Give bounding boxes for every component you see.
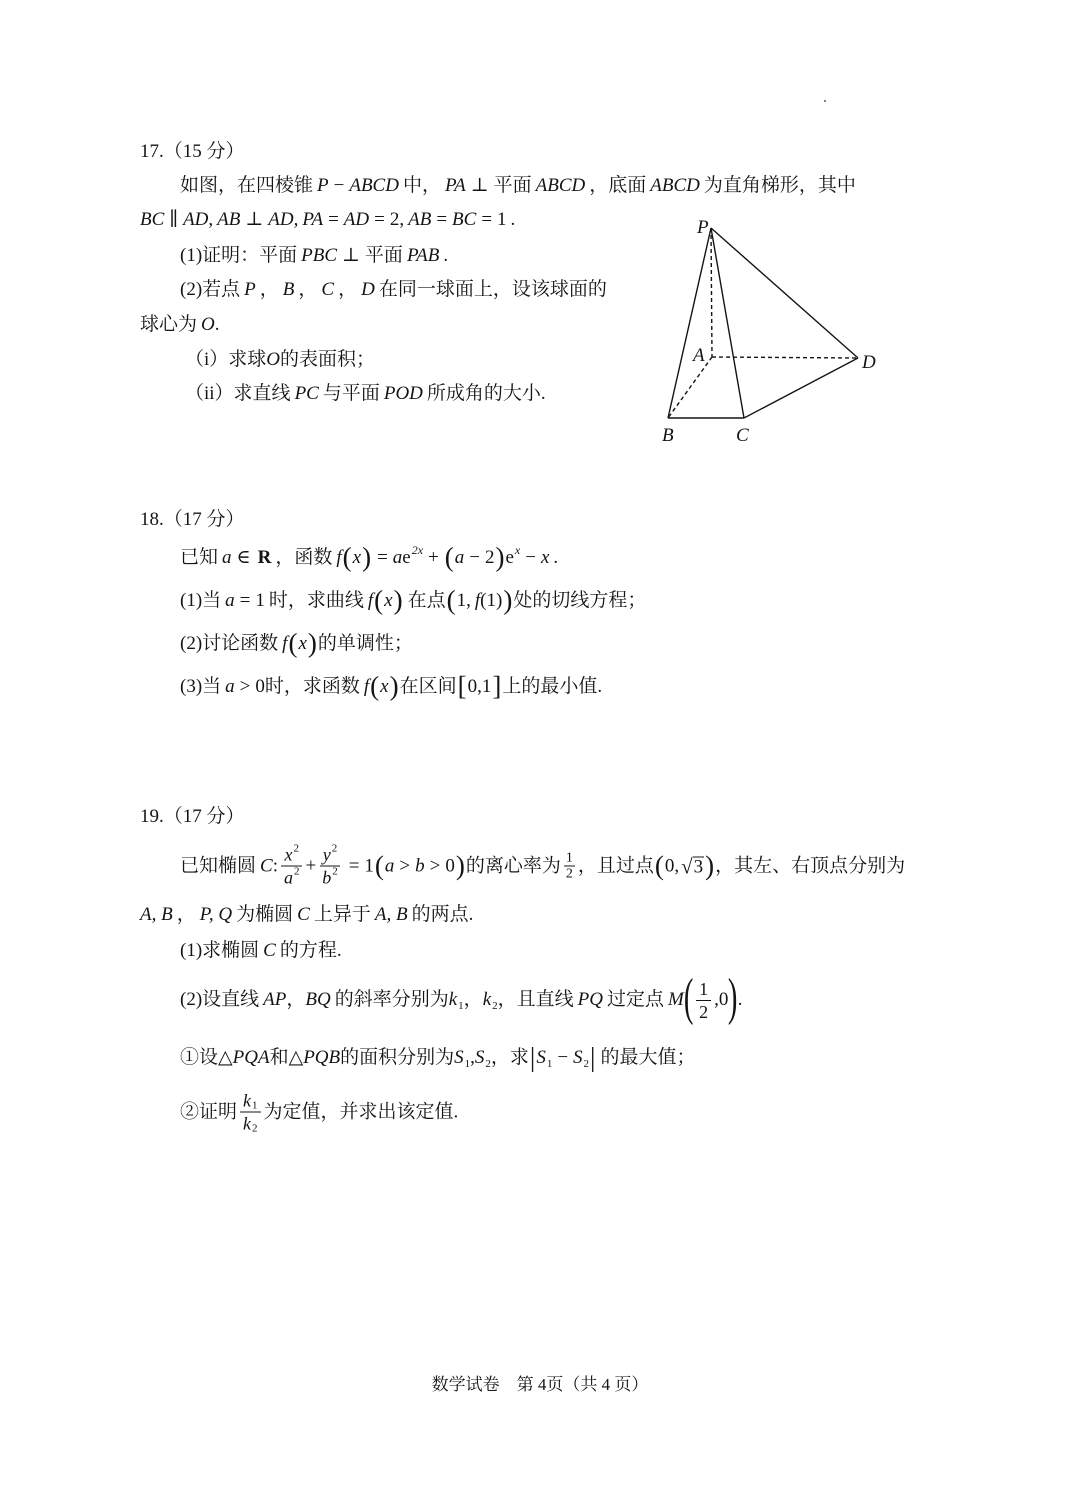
subscript: 1	[546, 1057, 553, 1070]
number: 1	[255, 590, 265, 611]
fraction-k1-over-k2	[240, 1090, 261, 1135]
math-variable: y	[322, 844, 331, 865]
text-run: 的表面积；	[280, 349, 376, 370]
numerator	[281, 844, 302, 867]
math-operator: =	[377, 547, 388, 568]
q17-part-1	[180, 244, 448, 268]
subscript: 1	[458, 999, 464, 1012]
math-constant: e	[402, 547, 411, 568]
text-run: (1)当	[180, 590, 222, 611]
math-variable: AB	[408, 209, 432, 230]
math-variable: a	[283, 867, 293, 888]
math-variable: S	[573, 1047, 583, 1068]
math-variable: a	[392, 547, 403, 568]
denominator: 2	[565, 866, 573, 882]
exponent: 2	[293, 842, 299, 855]
math-operator: =	[348, 855, 360, 876]
math-variable: PQ	[577, 989, 603, 1010]
fraction-y2-over-b2	[319, 844, 341, 889]
text-run: 的最大值；	[600, 1047, 696, 1068]
math-variable: PQA	[232, 1047, 270, 1068]
edge-pc	[711, 228, 744, 418]
text-run: ，	[176, 904, 196, 925]
q18-stem	[180, 544, 558, 572]
tall-paren: (	[683, 969, 694, 1026]
text-run: 1	[497, 209, 507, 230]
page-footer: 数学试卷 第 4页（共 4 页）	[431, 1375, 649, 1394]
math-variable: BC	[452, 209, 477, 230]
subscript: 2	[492, 999, 498, 1012]
text-run: ②证明	[180, 1101, 238, 1122]
number: 0,1	[467, 676, 492, 697]
text-run: 为直角梯形，其中	[703, 175, 856, 196]
text-run: 过定点	[606, 989, 664, 1010]
paren: )	[362, 542, 372, 572]
math-operator: −	[469, 547, 480, 568]
math-operator: −	[557, 1047, 569, 1068]
math-variable: AD	[343, 209, 370, 230]
math-operator: ⊥	[470, 175, 489, 196]
paren: )	[455, 850, 465, 880]
q17-stem-line-1	[180, 174, 856, 198]
math-operator: ⊥	[245, 209, 264, 230]
math-variable: a	[225, 676, 235, 697]
q17-stem-line-2	[140, 208, 515, 232]
math-variable: x	[352, 547, 362, 568]
math-variable: AB	[217, 209, 241, 230]
q17-part-2-cont	[140, 313, 220, 337]
q19-part-2-sub-1	[180, 1044, 695, 1072]
text-run: 为椭圆	[236, 904, 294, 925]
math-variable: ABCD	[535, 175, 586, 196]
text-run: 在区间	[399, 676, 457, 697]
text-run: .	[510, 209, 516, 230]
math-variable: C	[297, 904, 310, 925]
math-variable: S	[474, 1047, 485, 1068]
q18-part-1	[180, 587, 646, 615]
math-variable: S	[536, 1047, 546, 1068]
math-variable: PQB	[303, 1047, 341, 1068]
q17-part-2-i	[185, 348, 375, 372]
subscript: 2	[252, 1122, 258, 1134]
math-operator: =	[328, 209, 339, 230]
radicand: 3	[693, 856, 704, 877]
text-run: .	[737, 989, 743, 1010]
number: 0	[445, 855, 455, 876]
q17-part-2-ii	[185, 382, 546, 406]
math-variable: AD	[183, 209, 209, 230]
q19-part-2-sub-2	[180, 1090, 458, 1135]
text-run: (2)讨论函数	[180, 633, 279, 654]
paren: (	[374, 850, 384, 880]
text-run: ,	[293, 209, 299, 230]
exponent: x	[514, 543, 521, 557]
text-run: 已知	[180, 547, 219, 568]
text-run: 已知椭圆	[180, 855, 257, 876]
number: ,0	[714, 989, 729, 1010]
text-run: ，求	[490, 1047, 529, 1068]
math-operator: >	[399, 855, 411, 876]
numerator: 1	[565, 850, 573, 866]
math-variable: f	[367, 590, 374, 611]
math-variable: PAB	[406, 245, 440, 266]
scan-dot	[824, 100, 826, 102]
pyramid-figure	[650, 210, 890, 450]
math-variable: A, B	[140, 904, 173, 925]
number: 0,	[664, 855, 680, 876]
vertex-label-p: P	[697, 217, 709, 238]
math-variable: PC	[294, 383, 319, 404]
math-operator: =	[239, 590, 251, 611]
bracket: [	[457, 671, 467, 701]
q17-part-2	[180, 278, 607, 302]
math-variable: k	[243, 1113, 252, 1134]
paren: (	[370, 671, 380, 701]
text-run: ，函数	[275, 547, 333, 568]
paren: (	[654, 850, 664, 880]
text-run: .	[214, 314, 220, 335]
fraction-x2-over-a2	[281, 844, 303, 889]
math-operator: −	[333, 175, 345, 196]
question-18-header: 18.（17 分）	[140, 509, 245, 530]
paren: )	[307, 628, 317, 658]
text-run: （ii）求直线	[185, 383, 291, 404]
math-variable: C	[260, 855, 273, 876]
exponent: 2x	[411, 543, 424, 557]
text-run: 在同一球面上，设该球面的	[378, 279, 607, 300]
math-variable: x	[284, 844, 293, 865]
fraction-one-half	[696, 978, 711, 1023]
text-run: ，	[259, 279, 279, 300]
math-operator: >	[429, 855, 441, 876]
text-run: 所成角的大小.	[426, 383, 546, 404]
text-run: 球心为	[140, 314, 198, 335]
text-run: (1)求椭圆	[180, 940, 260, 961]
math-variable: a	[384, 855, 395, 876]
number: 1,	[456, 590, 471, 611]
math-variable: POD	[383, 383, 423, 404]
text-run: 如图，在四棱锥	[180, 175, 314, 196]
paren: )	[503, 585, 513, 615]
text-run: 的两点.	[411, 904, 474, 925]
math-variable: f	[363, 676, 370, 697]
math-variable: a	[454, 547, 465, 568]
math-variable: k	[243, 1090, 252, 1111]
math-operator: −	[525, 547, 536, 568]
denominator	[240, 1113, 261, 1135]
math-variable: PBC	[301, 245, 338, 266]
text-run: ，	[338, 279, 358, 300]
math-variable: f	[474, 590, 481, 611]
text-run: (2)若点	[180, 279, 241, 300]
math-variable: O	[266, 349, 281, 370]
question-19-header: 19.（17 分）	[140, 806, 245, 827]
math-variable: ABCD	[349, 175, 399, 196]
paren: )	[389, 671, 399, 701]
text-run: ，	[298, 279, 318, 300]
subscript: 2	[485, 1057, 491, 1070]
text-run: 平面	[493, 175, 532, 196]
text-run: .	[443, 245, 449, 266]
math-variable: x	[380, 676, 389, 697]
q19-stem-line-1	[180, 844, 905, 889]
text-run: ，且直线	[497, 989, 574, 1010]
math-variable: k	[482, 989, 492, 1010]
math-variable: f	[282, 633, 288, 654]
math-variable: x	[540, 547, 550, 568]
paren: (	[342, 542, 352, 572]
text-run: (2)设直线	[180, 989, 260, 1010]
text-run: 上的最小值.	[502, 676, 603, 697]
text-run: 处的切线方程；	[513, 590, 647, 611]
number: 2	[484, 547, 495, 568]
paren: )	[495, 542, 505, 572]
math-constant: e	[505, 547, 514, 568]
text-run: ，	[286, 989, 306, 1010]
real-numbers-symbol: R	[257, 547, 272, 568]
text-run: 中，	[402, 175, 441, 196]
tall-paren: )	[728, 969, 738, 1026]
text-run: （i）求球	[185, 349, 267, 370]
math-variable: b	[415, 855, 425, 876]
math-variable: D	[361, 279, 375, 300]
hidden-edge-pa	[711, 228, 712, 357]
exponent: 2	[332, 865, 338, 878]
math-operator: >	[239, 676, 251, 697]
text-run: ,	[208, 209, 214, 230]
number: 0	[255, 676, 265, 697]
math-variable: S	[454, 1047, 464, 1068]
text-run: ,	[470, 1047, 475, 1068]
q19-part-2	[180, 969, 743, 1028]
paren: )	[705, 850, 715, 880]
edge-pb	[668, 228, 711, 418]
question-17-header: 17.（15 分）	[140, 141, 245, 162]
math-variable: a	[222, 547, 232, 568]
abs-bar: |	[590, 1042, 596, 1072]
numerator: 1	[696, 978, 711, 1001]
subscript: 1	[252, 1099, 258, 1111]
text-run: 时，求曲线	[268, 590, 364, 611]
text-run: 平面	[364, 245, 403, 266]
math-variable: C	[263, 940, 276, 961]
math-variable: f	[336, 547, 342, 568]
q18-part-2	[180, 630, 413, 658]
math-operator: ∈	[236, 547, 251, 568]
exponent: 2	[331, 842, 338, 855]
vertex-label-a: A	[693, 345, 705, 366]
text-run: (3)当	[180, 676, 222, 697]
text-run: (1)	[480, 590, 503, 611]
math-operator: +	[305, 855, 317, 876]
denominator: 2	[699, 1001, 709, 1022]
math-variable: BC	[140, 209, 165, 230]
math-variable: BQ	[305, 989, 331, 1010]
text-run: ，且过点	[577, 855, 654, 876]
vertex-label-b: B	[662, 425, 674, 446]
number: 1	[364, 855, 374, 876]
hidden-edge-ad	[712, 357, 858, 358]
paren: (	[446, 585, 456, 615]
math-variable: PA	[302, 209, 324, 230]
abs-bar: |	[529, 1042, 536, 1072]
math-operator: =	[436, 209, 448, 230]
math-variable: a	[225, 590, 235, 611]
q18-part-3	[180, 673, 602, 701]
math-variable: A, B	[374, 904, 408, 925]
text-run: (1)证明：平面	[180, 245, 298, 266]
paren: (	[444, 542, 454, 572]
text-run: 的方程.	[279, 940, 342, 961]
math-variable: ABCD	[650, 175, 700, 196]
q19-part-1	[180, 939, 342, 963]
text-run: 与平面	[322, 383, 380, 404]
q19-stem-line-2	[140, 903, 473, 927]
math-variable: P	[317, 175, 329, 196]
exponent: 2	[293, 865, 300, 878]
text-run: ，	[463, 989, 483, 1010]
text-run: 和△	[269, 1047, 304, 1068]
math-variable: O	[201, 314, 215, 335]
text-run: 的离心率为	[465, 855, 561, 876]
text-run: 上异于	[313, 904, 371, 925]
bracket: ]	[492, 671, 502, 701]
text-run: 的面积分别为	[340, 1047, 455, 1068]
text-run: ①设△	[180, 1047, 233, 1068]
edge-pd	[711, 228, 858, 358]
text-run: 在点	[407, 590, 446, 611]
denominator	[319, 867, 341, 889]
paren: (	[288, 628, 298, 658]
math-variable: x	[298, 633, 307, 654]
math-variable: C	[321, 279, 335, 300]
math-variable: M	[667, 989, 684, 1010]
math-variable: b	[322, 867, 332, 888]
math-operator: +	[428, 547, 439, 568]
math-operator: ∥	[169, 209, 179, 230]
text-run: ，其左、右顶点分别为	[715, 855, 906, 876]
text-run: 2,	[389, 209, 405, 230]
math-variable: k	[448, 989, 458, 1010]
numerator	[320, 844, 341, 867]
text-run: 的单调性；	[317, 633, 413, 654]
math-operator: =	[481, 209, 493, 230]
denominator	[281, 867, 303, 889]
paren: (	[374, 585, 384, 615]
math-variable: AP	[263, 989, 287, 1010]
vertex-label-d: D	[862, 352, 876, 373]
math-variable: x	[384, 590, 393, 611]
vertex-label-c: C	[736, 425, 749, 446]
radical-sign: √	[681, 854, 693, 878]
text-run: 的斜率分别为	[334, 989, 449, 1010]
math-variable: P, Q	[199, 904, 233, 925]
text-run: ，底面	[589, 175, 647, 196]
subscript: 2	[583, 1057, 590, 1070]
math-variable: PA	[444, 175, 466, 196]
math-variable: AD	[268, 209, 294, 230]
numerator	[240, 1090, 261, 1113]
text-run: 时，求函数	[264, 676, 360, 697]
math-variable: B	[282, 279, 295, 300]
subscript: 1	[464, 1057, 471, 1070]
math-variable: P	[244, 279, 256, 300]
math-operator: ⊥	[342, 245, 360, 266]
text-run: 为定值，并求出该定值.	[263, 1101, 459, 1122]
text-run: :	[272, 855, 278, 876]
fraction-one-half	[564, 851, 575, 882]
paren: )	[393, 585, 403, 615]
math-operator: =	[374, 209, 385, 230]
text-run: .	[553, 547, 559, 568]
edge-cd	[744, 358, 858, 418]
